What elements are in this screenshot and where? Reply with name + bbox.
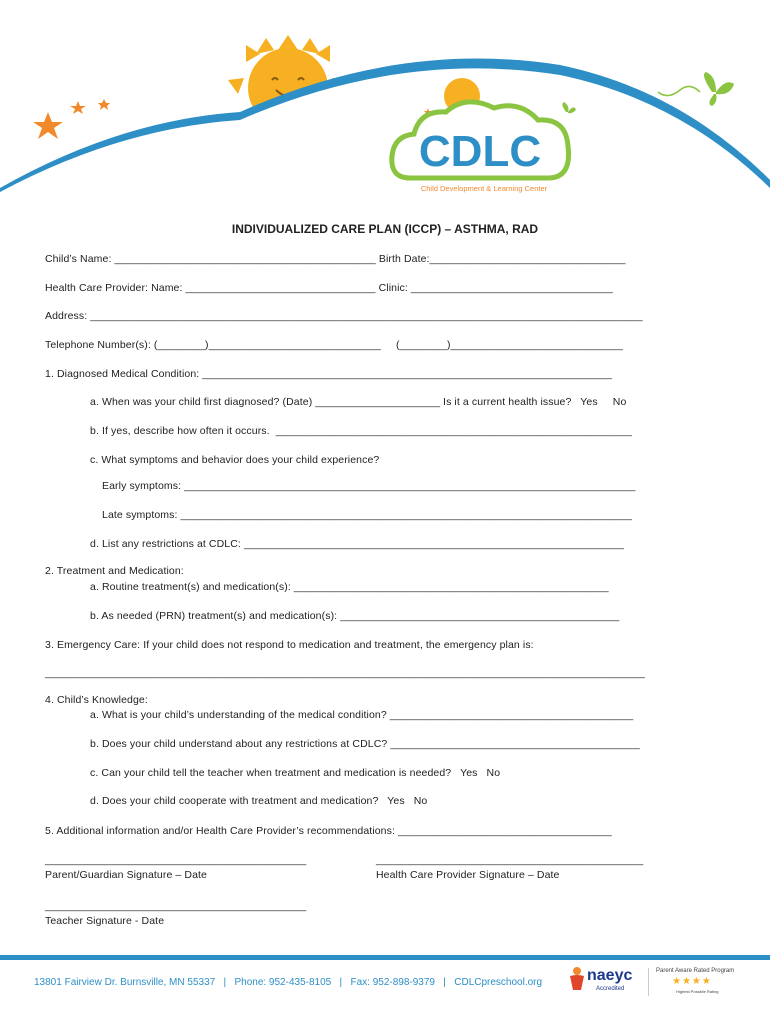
routine-treatment-field[interactable]: a. Routine treatment(s) and medication(s): _____________________________________________________ xyxy=(90,581,609,593)
restrictions-field[interactable]: d. List any restrictions at CDLC: ________________________________________________________________ xyxy=(90,538,625,550)
emergency-care-label: 3. Emergency Care: If your child does not respond to medication and treatment, the emergency plan is: xyxy=(45,639,534,651)
first-diagnosed-field[interactable]: a. When was your child first diagnosed? (Date) _____________________ Is it a current health issue? Yes No xyxy=(90,396,627,408)
footer-contact: 13801 Fairview Dr. Burnsville, MN 55337 | Phone: 952-435-8105 | Fax: 952-898-9379 | CDLCpreschool.org xyxy=(34,977,543,988)
early-symptoms-field[interactable]: Early symptoms: ____________________________________________________________________________ xyxy=(102,480,636,492)
logo-text: CDLC xyxy=(418,127,542,176)
occurrence-field[interactable]: b. If yes, describe how often it occurs. ____________________________________________________________ xyxy=(90,425,633,437)
naeyc-logo-icon xyxy=(568,966,586,992)
teacher-signature-line[interactable]: ____________________________________________ xyxy=(45,900,307,912)
tell-teacher-question[interactable]: c. Can your child tell the teacher when treatment and medication is needed? Yes No xyxy=(90,767,501,779)
footer-bar xyxy=(0,955,770,960)
address-field[interactable]: Address: _____________________________________________________________________________________________ xyxy=(45,310,643,322)
parent-aware-title: Parent Aware Rated Program xyxy=(656,968,735,974)
header-banner xyxy=(0,0,770,200)
parent-aware-stars: ★★★★ xyxy=(672,976,712,987)
naeyc-name: naeyc xyxy=(587,967,633,984)
parent-signature-line[interactable]: ____________________________________________ xyxy=(45,854,307,866)
prn-treatment-field[interactable]: b. As needed (PRN) treatment(s) and medication(s): _______________________________________________ xyxy=(90,610,620,622)
provider-signature-line[interactable]: _____________________________________________ xyxy=(376,854,644,866)
cooperate-question[interactable]: d. Does your child cooperate with treatment and medication? Yes No xyxy=(90,795,428,807)
additional-info-field[interactable]: 5. Additional information and/or Health Care Provider’s recommendations: ____________________________________ xyxy=(45,825,612,837)
logo-tagline: Child Development & Learning Center xyxy=(420,184,548,193)
naeyc-accredited: Accredited xyxy=(596,986,625,992)
teacher-signature-label: Teacher Signature - Date xyxy=(45,915,165,927)
understanding-field[interactable]: a. What is your child’s understanding of the medical condition? _________________________________________ xyxy=(90,709,634,721)
emergency-plan-field[interactable]: _____________________________________________________________________________________________________ xyxy=(45,667,645,679)
diagnosed-condition-field[interactable]: 1. Diagnosed Medical Condition: _____________________________________________________________________ xyxy=(45,368,613,380)
restrictions-understanding-field[interactable]: b. Does your child understand about any restrictions at CDLC? __________________________________________ xyxy=(90,738,640,750)
telephone-field[interactable]: Telephone Number(s): (________)_____________________________ (________)_____________________________ xyxy=(45,339,623,351)
form-title: INDIVIDUALIZED CARE PLAN (ICCP) – ASTHMA, RAD xyxy=(231,222,539,236)
late-symptoms-field[interactable]: Late symptoms: ____________________________________________________________________________ xyxy=(102,509,632,521)
butterfly-icon xyxy=(658,72,734,106)
treatment-heading: 2. Treatment and Medication: xyxy=(45,565,184,577)
childs-knowledge-heading: 4. Child’s Knowledge: xyxy=(45,694,148,706)
provider-signature-label: Health Care Provider Signature – Date xyxy=(376,869,560,881)
parent-signature-label: Parent/Guardian Signature – Date xyxy=(45,869,207,881)
parent-aware-sub: Highest Possible Rating xyxy=(676,989,719,994)
symptoms-question: c. What symptoms and behavior does your child experience? xyxy=(90,454,380,466)
childs-name-field[interactable]: Child’s Name: ____________________________________________ Birth Date:_________________________________ xyxy=(45,253,626,265)
provider-name-field[interactable]: Health Care Provider: Name: ________________________________ Clinic: __________________________________ xyxy=(45,282,613,294)
footer-divider xyxy=(648,968,649,996)
